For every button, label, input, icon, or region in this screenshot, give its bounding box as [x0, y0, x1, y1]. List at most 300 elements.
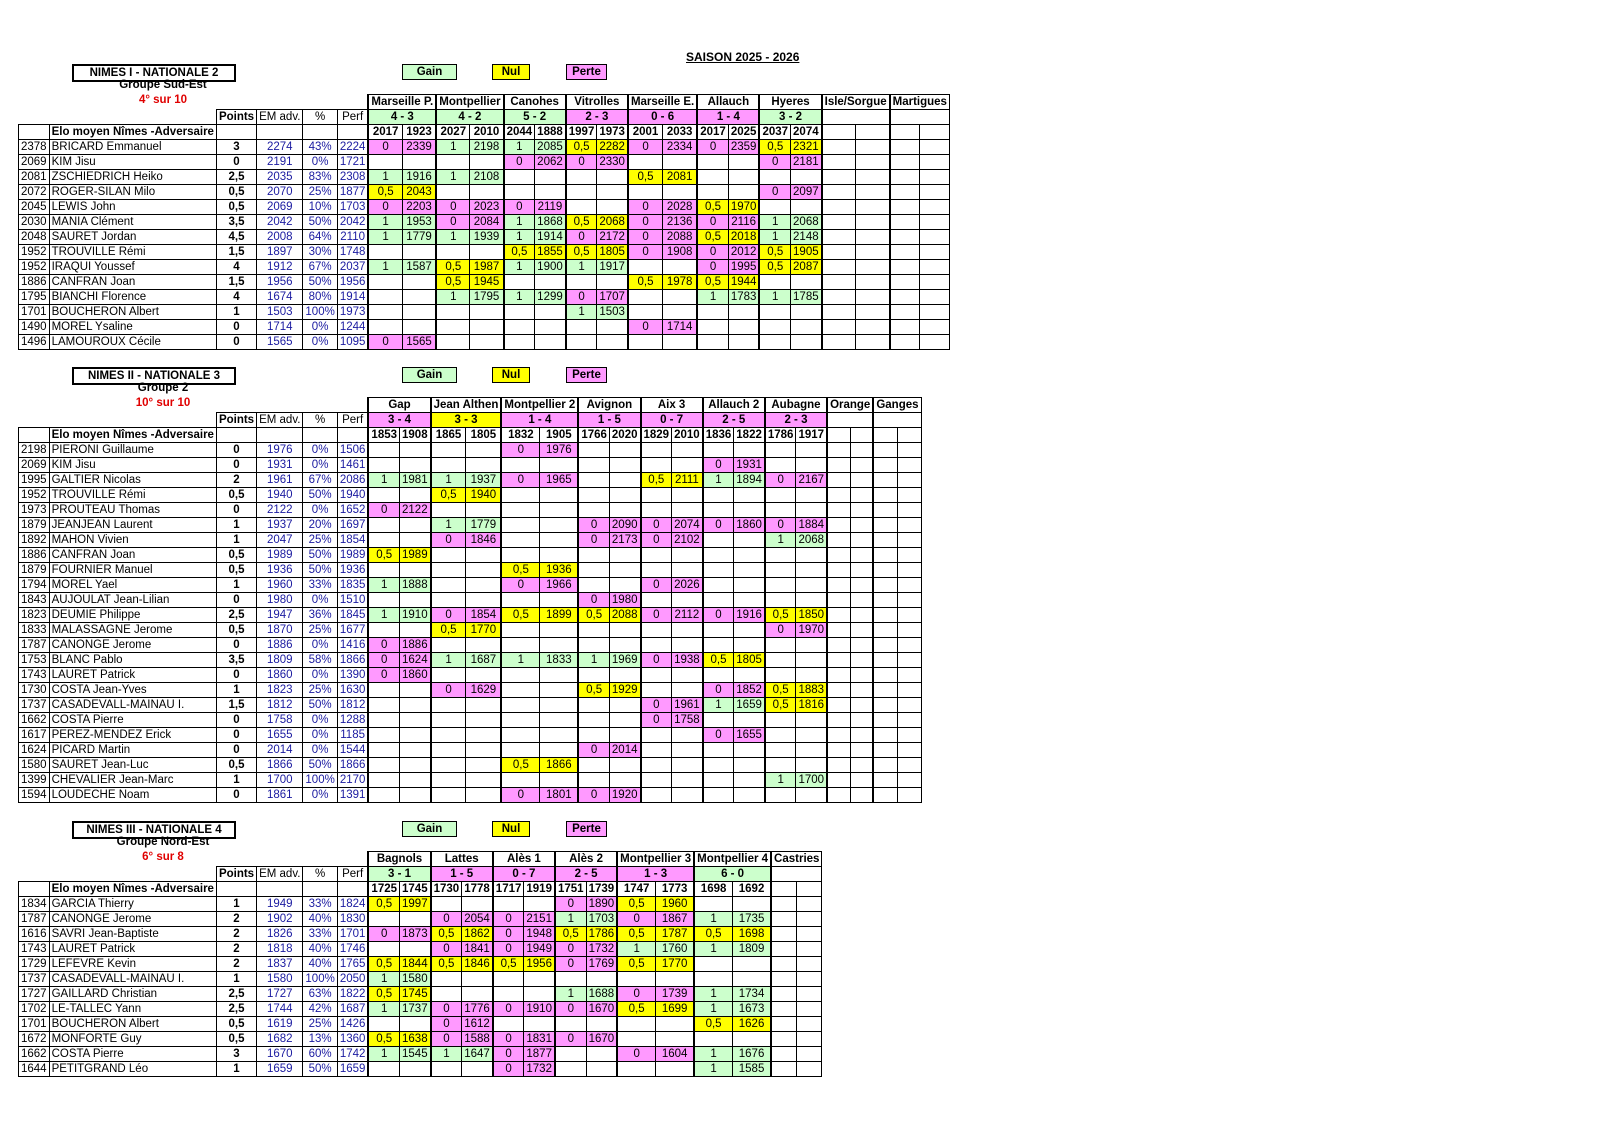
opponent-elo	[897, 728, 921, 743]
opponent-elo	[540, 548, 578, 563]
game-result	[431, 897, 462, 912]
player-elo: 2081	[19, 170, 50, 185]
player-em-adv: 1937	[257, 518, 303, 533]
opponent-elo	[897, 533, 921, 548]
player-em-adv: 1670	[257, 1047, 303, 1062]
player-points: 0,5	[216, 200, 256, 215]
game-result	[765, 548, 796, 563]
blank-cell	[216, 428, 256, 443]
opponent-elo: 1960	[656, 897, 694, 912]
opponent-elo: 2359	[728, 140, 759, 155]
opponent-elo: 1299	[535, 290, 566, 305]
game-result: 0	[431, 1002, 462, 1017]
player-elo: 1737	[19, 698, 50, 713]
elo-average-row	[19, 428, 922, 443]
opponent-elo	[796, 443, 827, 458]
opponent-elo: 2068	[796, 533, 827, 548]
opp-avg-elo	[797, 882, 822, 897]
game-result: 0	[493, 1032, 524, 1047]
player-perf: 2224	[337, 140, 368, 155]
opponent-elo	[728, 335, 759, 350]
game-result	[641, 668, 672, 683]
game-result	[694, 1032, 732, 1047]
player-name: MOREL Ysaline	[49, 320, 216, 335]
player-name: MAHON Vivien	[49, 533, 216, 548]
opponent-elo	[400, 912, 431, 927]
opponent-elo: 1883	[796, 683, 827, 698]
opponent-elo	[897, 608, 921, 623]
opponent-elo	[597, 335, 628, 350]
opponent-elo	[734, 713, 765, 728]
player-row	[19, 245, 950, 260]
opponent-elo	[470, 335, 504, 350]
nimes-avg-elo	[890, 125, 920, 140]
opponent-elo: 1910	[524, 1002, 555, 1017]
game-result	[890, 305, 920, 320]
opponent-elo	[797, 927, 822, 942]
game-result: 0	[431, 912, 462, 927]
blank-cell	[303, 882, 337, 897]
opponent-elo: 1739	[656, 987, 694, 1002]
player-name: COSTA Pierre	[49, 713, 216, 728]
opponent-elo	[672, 668, 703, 683]
game-result	[771, 927, 797, 942]
game-result	[697, 335, 728, 350]
player-pct: 50%	[303, 758, 337, 773]
game-result	[578, 698, 609, 713]
opponent-elo: 2014	[609, 743, 640, 758]
player-name: SAVRI Jean-Baptiste	[49, 927, 216, 942]
game-result: 0	[578, 788, 609, 803]
game-result: 1	[694, 912, 732, 927]
opponent-elo: 1801	[540, 788, 578, 803]
player-name: LAURET Patrick	[49, 668, 216, 683]
opponent-elo	[897, 473, 921, 488]
game-result: 0	[617, 987, 655, 1002]
player-name: MANIA Clément	[49, 215, 216, 230]
opponent-elo: 2108	[470, 170, 504, 185]
player-row	[19, 200, 950, 215]
game-result	[873, 638, 897, 653]
legend-perte: Perte	[566, 64, 607, 80]
player-row	[19, 653, 922, 668]
opponent-elo	[734, 668, 765, 683]
game-result: 1	[368, 260, 402, 275]
opponent-elo	[850, 773, 873, 788]
game-result	[771, 942, 797, 957]
game-result	[368, 1017, 399, 1032]
opp-avg-elo	[850, 428, 873, 443]
opponent-elo	[797, 1032, 822, 1047]
opponent-elo	[897, 713, 921, 728]
game-result: 0	[368, 140, 402, 155]
game-result	[431, 458, 466, 473]
game-result	[827, 638, 850, 653]
opponent-elo	[856, 200, 890, 215]
game-result	[771, 1017, 797, 1032]
opponent-elo	[734, 623, 765, 638]
player-elo: 1490	[19, 320, 50, 335]
game-result: 0	[578, 593, 609, 608]
opponent-elo: 1816	[796, 698, 827, 713]
opponent-elo	[897, 518, 921, 533]
player-row	[19, 140, 950, 155]
game-result	[703, 743, 734, 758]
opp-avg-elo	[920, 125, 950, 140]
opponent-elo: 1769	[586, 957, 617, 972]
game-result: 0,5	[759, 260, 790, 275]
opponent-elo	[734, 758, 765, 773]
opponent-elo: 1976	[540, 443, 578, 458]
game-result	[873, 758, 897, 773]
player-name: CHEVALIER Jean-Marc	[49, 773, 216, 788]
opponent-elo: 1866	[540, 758, 578, 773]
game-result: 1	[694, 1047, 732, 1062]
opponent-name: Montpellier 3	[617, 852, 694, 867]
blank-cell	[257, 398, 303, 413]
match-score: 0 - 6	[628, 110, 697, 125]
opponent-elo	[897, 488, 921, 503]
em-header: EM adv.	[257, 110, 303, 125]
player-row	[19, 713, 922, 728]
game-result: 0	[504, 155, 535, 170]
nimes-avg-elo: 1853	[368, 428, 399, 443]
game-result	[890, 290, 920, 305]
player-pct: 58%	[303, 653, 337, 668]
opponent-elo	[470, 320, 504, 335]
opponent-elo: 2088	[663, 230, 698, 245]
game-result	[501, 623, 539, 638]
nimes-avg-elo: 1832	[501, 428, 539, 443]
player-perf: 1822	[337, 987, 368, 1002]
game-result	[765, 503, 796, 518]
opponent-elo: 1647	[462, 1047, 493, 1062]
opponent-elo	[656, 1032, 694, 1047]
player-points: 0	[216, 728, 256, 743]
game-result: 0,5	[493, 957, 524, 972]
opponent-elo	[400, 458, 431, 473]
opponent-elo	[850, 608, 873, 623]
opponent-elo	[920, 155, 950, 170]
player-name: ROGER-SILAN Milo	[49, 185, 216, 200]
game-result	[890, 275, 920, 290]
player-em-adv: 1758	[257, 713, 303, 728]
opponent-elo	[540, 623, 578, 638]
player-row	[19, 683, 922, 698]
player-em-adv: 2042	[257, 215, 303, 230]
game-result	[368, 155, 402, 170]
player-elo: 2378	[19, 140, 50, 155]
opponent-elo: 1997	[400, 897, 431, 912]
game-result	[827, 773, 850, 788]
opponent-elo	[856, 155, 890, 170]
opponent-elo: 2054	[462, 912, 493, 927]
player-em-adv: 2274	[257, 140, 303, 155]
player-perf: 1989	[337, 548, 368, 563]
opponent-elo	[672, 458, 703, 473]
opponent-elo	[850, 548, 873, 563]
opponent-elo	[400, 728, 431, 743]
player-pct: 0%	[303, 458, 337, 473]
game-result	[703, 563, 734, 578]
results-table	[18, 851, 822, 1077]
player-elo: 1701	[19, 1017, 50, 1032]
game-result	[694, 897, 732, 912]
player-elo: 1743	[19, 668, 50, 683]
player-name: BOUCHERON Albert	[49, 305, 216, 320]
player-perf: 1765	[337, 957, 368, 972]
group-name: Groupe Sud-Est	[119, 79, 207, 91]
game-result	[873, 728, 897, 743]
game-result: 0,5	[566, 245, 597, 260]
player-points: 2	[216, 957, 256, 972]
game-result: 1	[694, 1002, 732, 1017]
legend-nul: Nul	[492, 64, 530, 80]
game-result	[873, 683, 897, 698]
opponent-elo	[728, 170, 759, 185]
game-result	[822, 245, 856, 260]
game-result	[765, 743, 796, 758]
opponent-elo	[897, 788, 921, 803]
opponent-elo: 2087	[791, 260, 822, 275]
game-result	[641, 443, 672, 458]
opponent-elo	[672, 443, 703, 458]
opponent-elo	[540, 638, 578, 653]
game-result	[436, 305, 470, 320]
game-result: 0	[431, 1032, 462, 1047]
opponent-elo: 1585	[733, 1062, 771, 1077]
player-perf: 1416	[337, 638, 368, 653]
player-pct: 25%	[303, 683, 337, 698]
game-result	[368, 533, 399, 548]
player-points: 2	[216, 942, 256, 957]
player-name: AUJOULAT Jean-Lilian	[49, 593, 216, 608]
opponent-elo	[796, 713, 827, 728]
nimes-avg-elo: 1730	[431, 882, 462, 897]
opponent-elo	[540, 668, 578, 683]
player-name: BRICARD Emmanuel	[49, 140, 216, 155]
player-name: LAURET Patrick	[49, 942, 216, 957]
game-result	[436, 155, 470, 170]
game-result: 0,5	[641, 473, 672, 488]
opponent-elo	[850, 728, 873, 743]
player-em-adv: 1818	[257, 942, 303, 957]
player-perf: 1824	[337, 897, 368, 912]
player-row	[19, 1017, 822, 1032]
opponent-elo: 2203	[402, 200, 436, 215]
player-pct: 43%	[303, 140, 337, 155]
nimes-avg-elo: 1766	[578, 428, 609, 443]
player-elo: 1952	[19, 488, 50, 503]
player-row	[19, 1032, 822, 1047]
opponent-elo	[856, 290, 890, 305]
game-result	[827, 788, 850, 803]
opponent-elo: 1970	[796, 623, 827, 638]
game-result	[628, 305, 663, 320]
player-row	[19, 773, 922, 788]
game-result	[703, 548, 734, 563]
game-result	[436, 245, 470, 260]
opponent-name: Marseille P.	[368, 95, 436, 110]
nimes-avg-elo: 1836	[703, 428, 734, 443]
opponent-elo: 1966	[540, 578, 578, 593]
player-em-adv: 1503	[257, 305, 303, 320]
opponent-elo	[400, 942, 431, 957]
game-result: 0	[628, 200, 663, 215]
opponent-elo: 1714	[663, 320, 698, 335]
opponent-elo	[535, 170, 566, 185]
game-result	[555, 1017, 586, 1032]
player-points: 3	[216, 140, 256, 155]
game-result	[827, 608, 850, 623]
game-result	[641, 563, 672, 578]
game-result	[566, 275, 597, 290]
game-result	[578, 728, 609, 743]
game-result	[504, 320, 535, 335]
player-elo: 2198	[19, 443, 50, 458]
game-result: 0	[493, 1062, 524, 1077]
player-row	[19, 578, 922, 593]
opp-avg-elo: 1822	[734, 428, 765, 443]
player-pct: 0%	[303, 320, 337, 335]
game-result: 0,5	[697, 200, 728, 215]
player-name: GALTIER Nicolas	[49, 473, 216, 488]
opponent-elo	[400, 698, 431, 713]
game-result	[703, 773, 734, 788]
opponent-elo	[466, 563, 501, 578]
opponent-elo	[796, 593, 827, 608]
blank-cell	[19, 95, 50, 110]
game-result: 0	[703, 518, 734, 533]
opponent-elo	[535, 335, 566, 350]
player-perf: 1185	[337, 728, 368, 743]
player-em-adv: 1861	[257, 788, 303, 803]
opponent-elo: 1969	[609, 653, 640, 668]
player-elo: 1973	[19, 503, 50, 518]
game-result	[765, 578, 796, 593]
opponent-elo: 1638	[400, 1032, 431, 1047]
nimes-avg-elo: 1751	[555, 882, 586, 897]
player-pct: 100%	[303, 305, 337, 320]
opponent-elo	[462, 972, 493, 987]
nimes-avg-elo: 2001	[628, 125, 663, 140]
game-result: 0	[641, 608, 672, 623]
header-row	[19, 867, 822, 882]
opponent-elo: 1831	[524, 1032, 555, 1047]
opponent-elo: 1867	[656, 912, 694, 927]
opponent-elo	[540, 593, 578, 608]
opponent-elo: 2136	[663, 215, 698, 230]
player-perf: 1914	[337, 290, 368, 305]
player-points: 1	[216, 972, 256, 987]
opponent-elo	[609, 713, 640, 728]
opponent-name: Montpellier 4	[694, 852, 771, 867]
game-result	[431, 773, 466, 788]
game-result	[827, 548, 850, 563]
player-em-adv: 1976	[257, 443, 303, 458]
player-points: 0	[216, 638, 256, 653]
game-result	[765, 713, 796, 728]
player-elo: 1892	[19, 533, 50, 548]
player-em-adv: 2047	[257, 533, 303, 548]
game-result	[368, 1062, 399, 1077]
blank-cell	[257, 95, 303, 110]
opponent-elo	[524, 972, 555, 987]
game-result	[822, 200, 856, 215]
opponent-elo	[540, 698, 578, 713]
player-perf: 1510	[337, 593, 368, 608]
game-result	[436, 320, 470, 335]
game-result	[566, 170, 597, 185]
opponent-elo	[796, 563, 827, 578]
opponent-elo	[920, 245, 950, 260]
game-result: 1	[504, 230, 535, 245]
match-score: 3 - 1	[368, 867, 430, 882]
opponent-elo	[734, 488, 765, 503]
opponent-elo	[524, 897, 555, 912]
opponent-elo	[400, 1017, 431, 1032]
game-result: 1	[368, 1002, 399, 1017]
player-perf: 1288	[337, 713, 368, 728]
player-name: ZSCHIEDRICH Heiko	[49, 170, 216, 185]
player-points: 1	[216, 773, 256, 788]
player-points: 0	[216, 668, 256, 683]
game-result: 0	[641, 533, 672, 548]
player-em-adv: 2191	[257, 155, 303, 170]
player-row	[19, 473, 922, 488]
player-em-adv: 1655	[257, 728, 303, 743]
opponent-elo	[733, 897, 771, 912]
nimes-avg-elo	[827, 428, 850, 443]
player-pct: 36%	[303, 608, 337, 623]
player-row	[19, 1062, 822, 1077]
opponent-elo	[400, 1062, 431, 1077]
player-elo: 1727	[19, 987, 50, 1002]
player-perf: 1973	[337, 305, 368, 320]
game-result: 0,5	[765, 608, 796, 623]
pct-header: %	[303, 413, 337, 428]
player-elo: 1496	[19, 335, 50, 350]
player-elo: 1737	[19, 972, 50, 987]
player-em-adv: 1989	[257, 548, 303, 563]
opponent-name: Aix 3	[641, 398, 703, 413]
player-em-adv: 1809	[257, 653, 303, 668]
opponent-elo	[850, 713, 873, 728]
opponent-elo	[856, 230, 890, 245]
opponent-elo	[466, 578, 501, 593]
opponent-elo: 1624	[400, 653, 431, 668]
opponent-elo	[466, 728, 501, 743]
game-result: 0	[641, 713, 672, 728]
opponent-elo	[400, 773, 431, 788]
opponent-elo	[897, 548, 921, 563]
opponent-elo	[797, 972, 822, 987]
game-result	[617, 1032, 655, 1047]
game-result	[368, 683, 399, 698]
game-result	[827, 578, 850, 593]
player-em-adv: 1897	[257, 245, 303, 260]
player-pct: 63%	[303, 987, 337, 1002]
player-em-adv: 2008	[257, 230, 303, 245]
player-row	[19, 518, 922, 533]
game-result: 0	[628, 230, 663, 245]
player-points: 0	[216, 743, 256, 758]
game-result	[759, 275, 790, 290]
opponent-elo: 1987	[470, 260, 504, 275]
opponent-elo: 1981	[400, 473, 431, 488]
game-result	[578, 623, 609, 638]
opponent-elo: 1916	[402, 170, 436, 185]
